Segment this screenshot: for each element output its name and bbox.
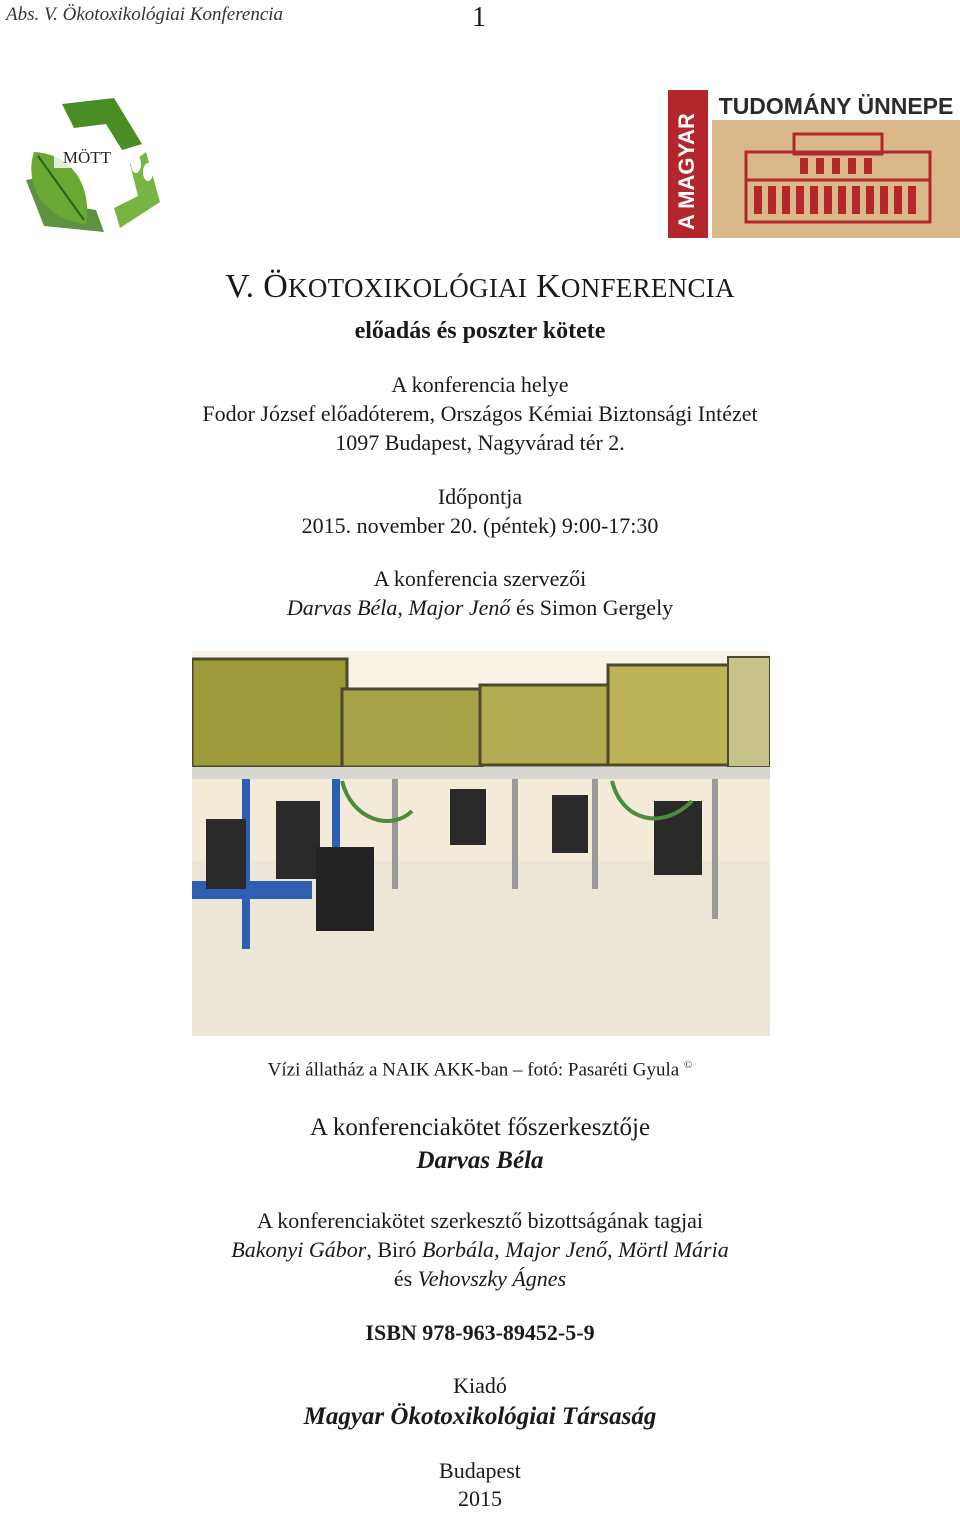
venue-line-2: 1097 Budapest, Nagyvárad tér 2. — [335, 430, 625, 455]
organizers-label: A konferencia szervezői — [373, 566, 587, 591]
logo-banner-text: TUDOMÁNY ÜNNEPE — [718, 93, 954, 119]
document-title: V. ÖKOTOXIKOLÓGIAI KONFERENCIA — [225, 268, 735, 305]
publisher-label: Kiadó — [453, 1373, 507, 1398]
publication-year: 2015 — [458, 1486, 502, 1511]
photo-illustration — [192, 651, 770, 1036]
publication-place: Budapest — [439, 1458, 521, 1483]
editor-name: Darvas Béla — [416, 1147, 544, 1174]
venue-line-1: Fodor József előadóterem, Országos Kémiai Biztonsági Intézet — [202, 401, 758, 426]
date-label: Időpontja — [437, 484, 523, 509]
committee-members-cont: és Vehovszky Ágnes — [393, 1266, 567, 1291]
photo-caption: Vízi állatház a NAIK AKK-ban – fotó: Pasaréti Gyula © — [267, 1059, 693, 1081]
mott-logo — [14, 92, 164, 237]
mott-logo-text: MÖTT — [62, 148, 112, 167]
academy-building-icon — [668, 90, 960, 240]
page-number: 1 — [472, 2, 486, 33]
running-title: Abs. V. Ökotoxikológiai Konferencia — [6, 4, 284, 25]
logo-vertical-text: A MAGYAR — [674, 113, 699, 230]
publisher-name: Magyar Ökotoxikológiai Társaság — [303, 1403, 657, 1430]
committee-label: A konferenciakötet szerkesztő bizottságának tagjai — [257, 1208, 703, 1233]
tudomany-unnepe-logo — [668, 90, 960, 240]
recycle-leaf-icon — [14, 92, 164, 237]
date-value: 2015. november 20. (péntek) 9:00-17:30 — [301, 513, 659, 538]
committee-members: Bakonyi Gábor, Biró Borbála, Major Jenő, Mörtl Mária — [231, 1237, 729, 1262]
venue-label: A konferencia helye — [391, 372, 569, 397]
document-subtitle: előadás és poszter kötete — [354, 318, 606, 344]
aquarium-room-photo — [192, 651, 770, 1036]
organizers-names: Darvas Béla, Major Jenő és Simon Gergely — [286, 595, 674, 620]
isbn: ISBN 978-963-89452-5-9 — [365, 1320, 595, 1345]
editor-label: A konferenciakötet főszerkesztője — [309, 1114, 651, 1141]
copyright-mark: © — [683, 1059, 693, 1071]
